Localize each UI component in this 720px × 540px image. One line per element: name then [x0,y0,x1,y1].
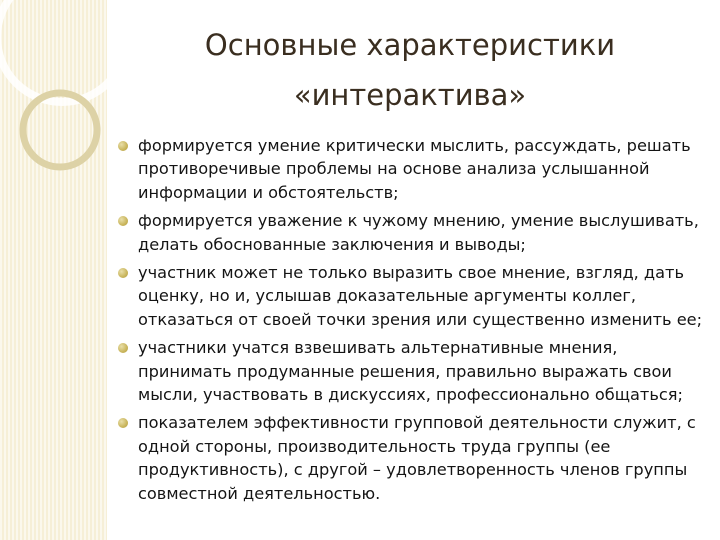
bullet-text: показателем эффективности групповой деятельности служит, с одной стороны, производительность труда группы (ее продуктивность), с другой – удовлетворенность членов группы совместной деятельностью. [138,413,696,503]
bullet-dot-icon [118,141,128,151]
slide-title [140,20,680,120]
bullet-dot-icon [118,268,128,278]
slide-title-line-1: Основные характеристики [204,28,616,62]
bullet-dot-icon [118,216,128,226]
bullet-item [115,336,705,406]
bullet-item [115,261,705,331]
bullet-text: формируется уважение к чужому мнению, умение выслушивать, делать обоснованные заключения и выводы; [138,211,699,254]
bullet-text: участники учатся взвешивать альтернативные мнения, принимать продуманные решения, правильно выражать свои мысли, участвовать в дискуссиях, профессионально общаться; [138,338,683,405]
bullet-text: формируется умение критически мыслить, рассуждать, решать противоречивые проблемы на основе анализа услышанной информации и обстоятельств; [138,136,691,202]
bullet-item [115,209,705,256]
bullet-item [115,134,705,204]
bullet-item [115,411,705,505]
bullet-text: участник может не только выразить свое мнение, взгляд, дать оценку, но и, услышав доказательные аргументы коллег, отказаться от своей точки зрения или существенно изменить ее; [138,263,703,329]
bullet-dot-icon [118,418,128,428]
bullet-list [115,134,705,510]
bullet-dot-icon [118,343,128,353]
large-ring-decoration [0,0,127,102]
slide-title-line-2: «интерактива» [293,78,527,112]
